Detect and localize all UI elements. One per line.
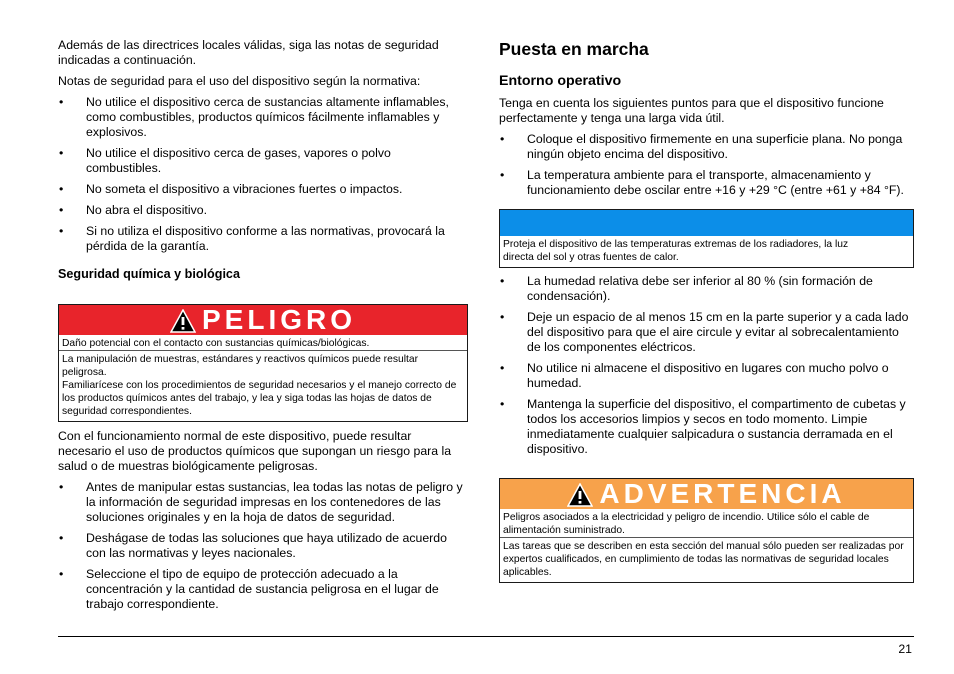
warning-box: [499, 478, 914, 583]
footer-rule: [58, 636, 914, 637]
safety-bullet-list: [58, 95, 468, 254]
list-item: • La humedad relativa debe ser inferior al 80 % (sin formación de condensación).: [499, 274, 914, 304]
right-column: [499, 38, 914, 583]
danger-title: PELIGRO: [201, 304, 356, 335]
warning-triangle-icon: [170, 309, 196, 333]
list-item: • Mantenga la superficie del dispositivo, el compartimento de cubetas y todos los accesorios limpios y secos en todo momento. Limpie inmediatamente cualquier salpicadura o sustancia derramada en el dispositivo.: [499, 397, 914, 457]
warning-header: [500, 479, 913, 509]
danger-line: La manipulación de muestras, estándares y reactivos químicos puede resultar peligrosa.: [62, 354, 419, 378]
list-item: • No utilice ni almacene el dispositivo en lugares con mucho polvo o humedad.: [499, 361, 914, 391]
list-item: • Si no utiliza el dispositivo conforme a las normativas, provocará la pérdida de la garantía.: [58, 224, 468, 254]
warning-line: Las tareas que se describen en esta sección del manual sólo pueden ser realizadas por expertos cualificados, en cumplimiento de todas las normativas de seguridad locales aplicables.: [503, 541, 904, 578]
list-item: • No someta el dispositivo a vibraciones fuertes o impactos.: [58, 182, 468, 197]
list-item: • No utilice el dispositivo cerca de sustancias altamente inflamables, como combustibles, productos químicos fácilmente inflamables y explosivos.: [58, 95, 468, 140]
left-column: [58, 38, 468, 612]
chemical-paragraph: Con el funcionamiento normal de este dispositivo, puede resultar necesario el uso de productos químicos que supongan un riesgo para la salud o de muestras biológicamente peligrosas.: [58, 429, 452, 473]
list-item: • La temperatura ambiente para el transporte, almacenamiento y funcionamiento debe oscilar entre +16 y +29 °C (entre +61 y +84 °F).: [499, 168, 914, 198]
notice-box: [499, 209, 914, 268]
environment-intro: Tenga en cuenta los siguientes puntos para que el dispositivo funcione perfectamente y tenga una larga vida útil.: [499, 96, 884, 125]
notice-text: Proteja el dispositivo de las temperaturas extremas de los radiadores, la luz directa del sol y otras fuentes de calor.: [503, 239, 849, 263]
list-item: • No abra el dispositivo.: [58, 203, 468, 218]
environment-bullet-list-2: [499, 274, 914, 457]
list-item: • Seleccione el tipo de equipo de protección adecuado a la concentración y la cantidad de sustancia peligrosa en el lugar de trabajo correspondiente.: [58, 567, 468, 612]
environment-bullet-list: [499, 132, 914, 198]
warning-line: Peligros asociados a la electricidad y peligro de incendio. Utilice sólo el cable de alimentación suministrado.: [503, 512, 870, 536]
danger-line: Daño potencial con el contacto con sustancias químicas/biológicas.: [62, 338, 370, 349]
divider: [59, 350, 467, 351]
section-subheading: Seguridad química y biológica: [58, 267, 240, 281]
list-item: • No utilice el dispositivo cerca de gases, vapores o polvo combustibles.: [58, 146, 468, 176]
list-item: • Coloque el dispositivo firmemente en una superficie plana. No ponga ningún objeto encima del dispositivo.: [499, 132, 914, 162]
warning-body: [500, 509, 913, 582]
section-subheading: Entorno operativo: [499, 73, 622, 89]
danger-line: Familiarícese con los procedimientos de seguridad necesarios y el manejo correcto de los productos químicos antes del trabajo, y lea y siga todas las hojas de datos de seguridad correspondientes.: [62, 380, 457, 417]
list-item: • Antes de manipular estas sustancias, lea todas las notas de peligro y la información de seguridad impresas en los contenedores de las soluciones originales y en la hoja de datos de seguridad.: [58, 480, 468, 525]
notice-header: [500, 210, 913, 236]
intro-paragraph: Además de las directrices locales válidas, siga las notas de seguridad indicadas a continuación.: [58, 38, 439, 67]
list-item: • Deshágase de todas las soluciones que haya utilizado de acuerdo con las normativas y leyes nacionales.: [58, 531, 468, 561]
list-item: • Deje un espacio de al menos 15 cm en la parte superior y a cada lado del dispositivo para que el aire circule y evitar al sobrecalentamiento de los componentes eléctricos.: [499, 310, 914, 355]
notice-body: [500, 236, 913, 267]
warning-title: ADVERTENCIA: [599, 478, 846, 509]
divider: [500, 537, 913, 538]
page-number: 21: [898, 642, 912, 656]
danger-body: [59, 335, 467, 421]
safety-notes-intro: Notas de seguridad para el uso del dispositivo según la normativa:: [58, 74, 421, 88]
page-heading: Puesta en marcha: [499, 39, 649, 59]
warning-triangle-icon: [567, 483, 593, 507]
danger-box: [58, 304, 468, 422]
danger-header: [59, 305, 467, 335]
chemical-bullet-list: [58, 480, 468, 612]
